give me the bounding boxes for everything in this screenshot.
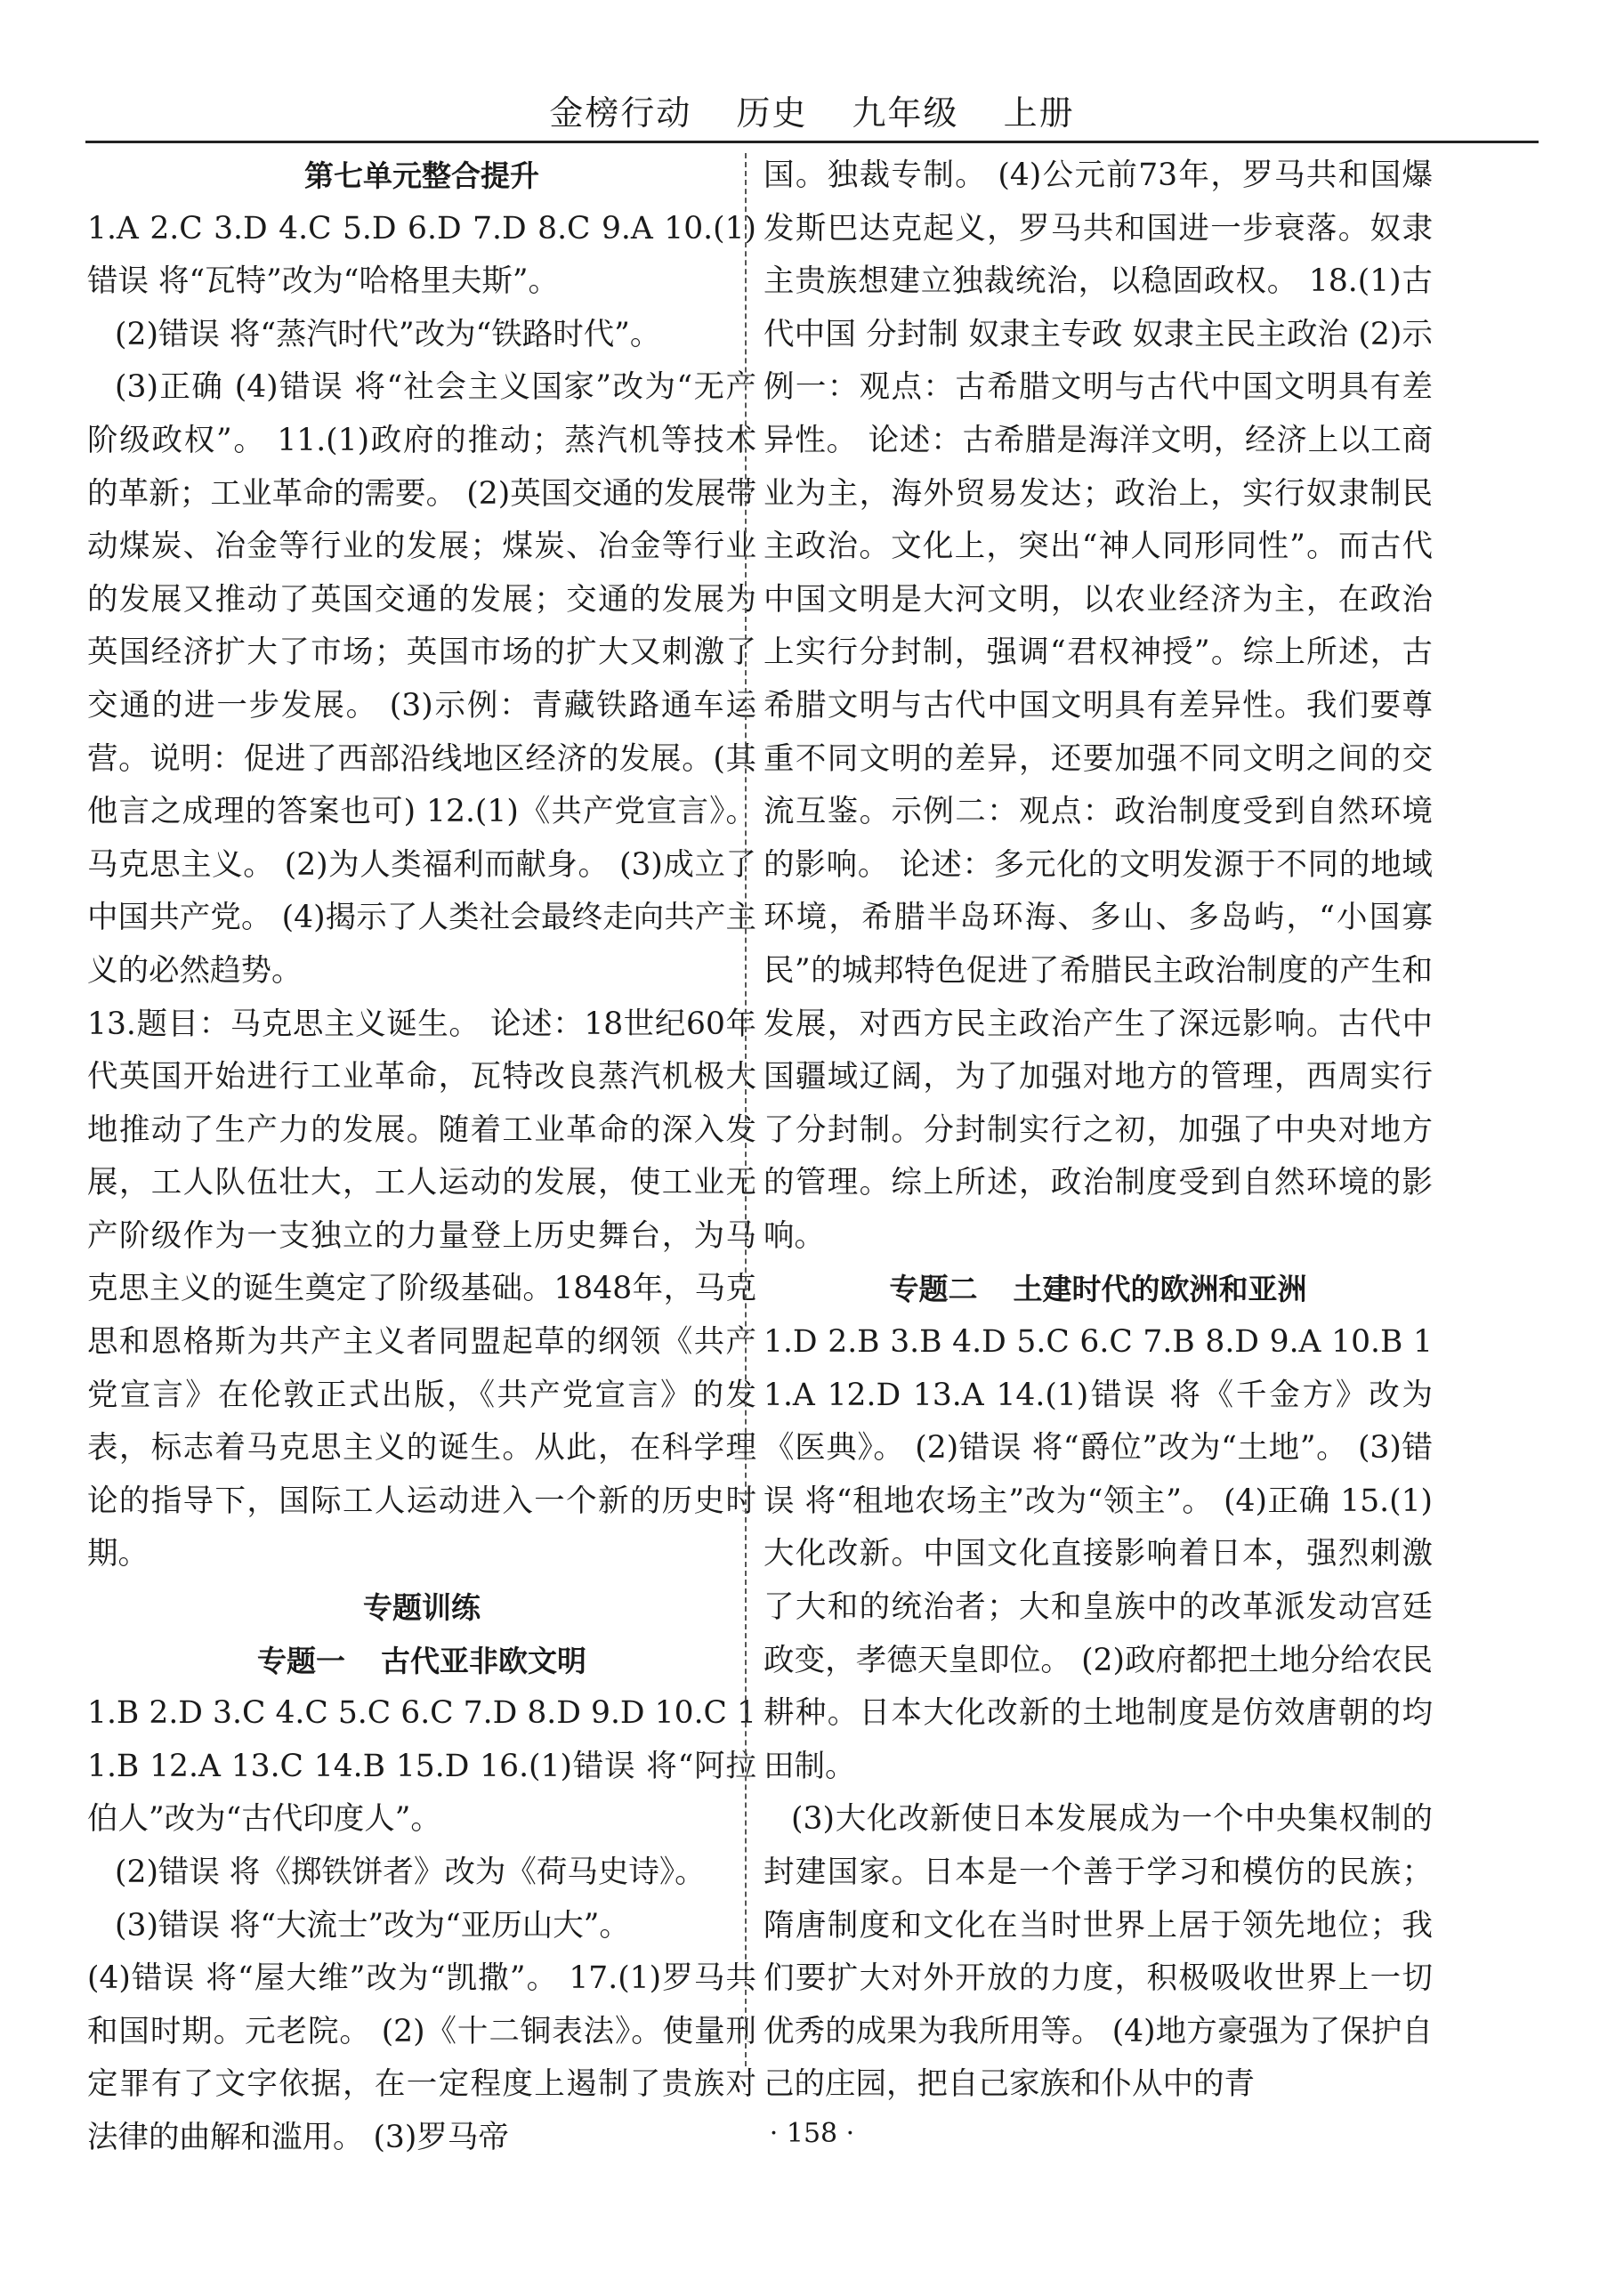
book-volume: 上册 (1003, 93, 1075, 133)
topic1-label: 专题一 (257, 1643, 345, 1678)
book-subject: 历史 (736, 93, 808, 133)
book-grade: 九年级 (852, 93, 959, 133)
header-rule (85, 141, 1539, 143)
answers-topic1-part1: 1.B 2.D 3.C 4.C 5.C 6.C 7.D 8.D 9.D 10.C 11.B 12.A 13.C 14.B 15.D 16.(1)错误 将“阿拉伯人”改为“古代印度人”。 (87, 1695, 756, 1838)
answers-topic2-part2: (3)大化改新使日本发展成为一个中央集权制的封建国家。日本是一个善于学习和模仿的民族；隋唐制度和文化在当时世界上居于领先地位；我们要扩大对外开放的力度，积极吸收世界上一切优秀的成果为我所用等。 (4)地方豪强为了保护自己的庄园，把自己家族和仆从中的青 (764, 1801, 1433, 2103)
column-divider (745, 153, 747, 2066)
right-column (764, 150, 1433, 2112)
page-header (85, 85, 1539, 146)
page-number: · 158 · (769, 2118, 855, 2149)
section-heading-unit7: 第七单元整合提升 (304, 158, 539, 193)
answers-unit7-q13: 13.题目：马克思主义诞生。 论述：18世纪60年代英国开始进行工业革命，瓦特改良蒸汽机极大地推动了生产力的发展。随着工业革命的深入发展，工人队伍壮大，工人运动的发展，使工业无产阶级作为一支独立的力量登上历史舞台，为马克思主义的诞生奠定了阶级基础。1848年，马克思和恩格斯为共产主义者同盟起草的纲领《共产党宣言》在伦敦正式出版，《共产党宣言》的发表，标志着马克思主义的诞生。从此，在科学理论的指导下，国际工人运动进入一个新的历史时期。 (87, 1006, 756, 1572)
book-series: 金榜行动 (549, 93, 692, 133)
answers-topic1-part2: (2)错误 将《掷铁饼者》改为《荷马史诗》。 (115, 1855, 706, 1890)
answers-unit7-part2: (2)错误 将“蒸汽时代”改为“铁路时代”。 (115, 316, 661, 352)
topic2-title: 土建时代的欧洲和亚洲 (1013, 1272, 1307, 1307)
topic2-label: 专题二 (889, 1272, 978, 1307)
answers-unit7-part1: 1.A 2.C 3.D 4.C 5.D 6.D 7.D 8.C 9.A 10.(1)错误 将“瓦特”改为“哈格里夫斯”。 (87, 210, 756, 300)
answers-topic1-part4: (4)错误 将“屋大维”改为“凯撒”。 17.(1)罗马共和国时期。元老院。 (2)《十二铜表法》。使量刑定罪有了文字依据，在一定程度上遏制了贵族对法律的曲解和滥用。 (3)罗马帝 (87, 1960, 756, 2155)
answers-unit7-part3: (3)正确 (4)错误 将“社会主义国家”改为“无产阶级政权”。 11.(1)政府的推动；蒸汽机等技术的革新；工业革命的需要。 (2)英国交通的发展带动煤炭、冶金等行业的发展；煤炭、冶金等行业的发展又推动了英国交通的发展；交通的发展为英国经济扩大了市场；英国市场的扩大又刺激了交通的进一步发展。 (3)示例：青藏铁路通车运营。说明：促进了西部沿线地区经济的发展。(其他言之成理的答案也可) 12.(1)《共产党宣言》。马克思主义。 (2)为人类福利而献身。 (3)成立了中国共产党。 (4)揭示了人类社会最终走向共产主义的必然趋势。 (87, 369, 756, 989)
section-heading-topic2 (764, 1263, 1433, 1316)
answers-topic1-part3: (3)错误 将“大流士”改为“亚历山大”。 (115, 1907, 630, 1944)
section-heading-topic1 (87, 1635, 756, 1688)
answers-topic2-part1: 1.D 2.B 3.B 4.D 5.C 6.C 7.B 8.D 9.A 10.B 11.A 12.D 13.A 14.(1)错误 将《千金方》改为《医典》。 (2)错误 将“爵位”改为“土地”。 (3)错误 将“租地农场主”改为“领主”。 (4)正确 15.(1)大化改新。中国文化直接影响着日本，强烈刺激了大和的统治者；大和皇族中的改革派发动宫廷政变，孝德天皇即位。 (2)政府都把土地分给农民耕种。日本大化改新的土地制度是仿效唐朝的均田制。 (764, 1324, 1433, 1784)
section-heading-special-training: 专题训练 (363, 1590, 481, 1626)
answers-topic1-continued: 国。独裁专制。 (4)公元前73年，罗马共和国爆发斯巴达克起义，罗马共和国进一步衰落。奴隶主贵族想建立独裁统治，以稳固政权。 18.(1)古代中国 分封制 奴隶主专政 奴隶主民主政治 (2)示例一：观点：古希腊文明与古代中国文明具有差异性。 论述：古希腊是海洋文明，经济上以工商业为主，海外贸易发达；政治上，实行奴隶制民主政治。文化上，突出“神人同形同性”。而古代中国文明是大河文明，以农业经济为主，在政治上实行分封制，强调“君权神授”。综上所述，古希腊文明与古代中国文明具有差异性。我们要尊重不同文明的差异，还要加强不同文明之间的交流互鉴。示例二：观点：政治制度受到自然环境的影响。 论述：多元化的文明发源于不同的地域环境，希腊半岛环海、多山、多岛屿，“小国寡民”的城邦特色促进了希腊民主政治制度的产生和发展，对西方民主政治产生了深远影响。古代中国疆域辽阔，为了加强对地方的管理，西周实行了分封制。分封制实行之初，加强了中央对地方的管理。综上所述，政治制度受到自然环境的影响。 (764, 158, 1433, 1254)
left-column (87, 150, 756, 2165)
topic1-title: 古代亚非欧文明 (381, 1643, 586, 1678)
